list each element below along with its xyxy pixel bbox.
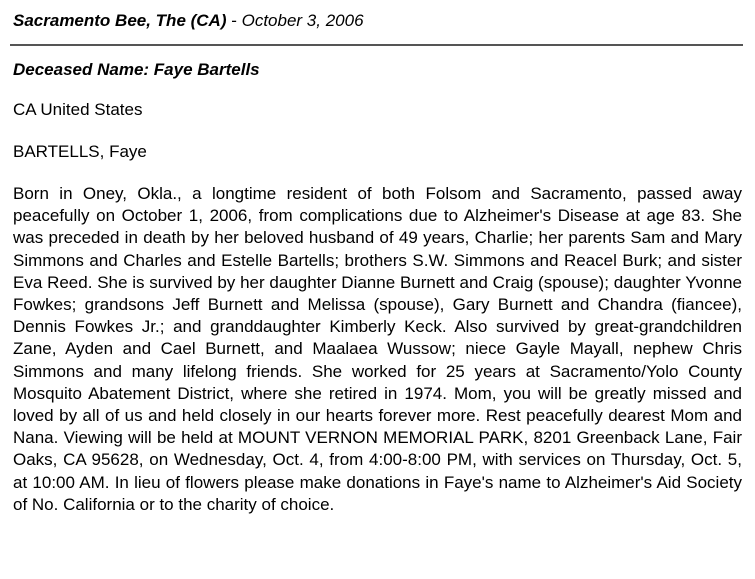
header-separator: - <box>226 11 242 30</box>
obituary-body: Born in Oney, Okla., a longtime resident of both Folsom and Sacramento, passed away peacefully on October 1, 2006, from complications due to Alzheimer's Disease at age 83. She was preceded in death by her beloved husband of 49 years, Charlie; her parents Sam and Mary Simmons and Charles and Estelle Bartells; brothers S.W. Simmons and Reacel Burk; and sister Eva Reed. She is survived by her daughter Dianne Burnett and Craig (spouse); daughter Yvonne Fowkes; grandsons Jeff Burnett and Melissa (spouse), Gary Burnett and Chandra (fiancee), Dennis Fowkes Jr.; and granddaughter Kimberly Keck. Also survived by great-grandchildren Zane, Ayden and Cael Burnett, and Maalaea Wussow; niece Gayle Mayall, nephew Chris Simmons and many lifelong friends. She worked for 25 years at Sacramento/Yolo County Mosquito Abatement District, where she retired in 1974. Mom, you will be greatly missed and loved by all of us and held closely in our hearts forever more. Rest peacefully dearest Mom and Nana. Viewing will be held at MOUNT VERNON MEMORIAL PARK, 8201 Greenback Lane, Fair Oaks, CA 95628, on Wednesday, Oct. 4, from 4:00-8:00 PM, with services on Thursday, Oct. 5, at 10:00 AM. In lieu of flowers please make donations in Faye's name to Alzheimer's Aid Society of No. California or to the charity of choice. <box>13 184 742 514</box>
header-divider <box>10 44 743 46</box>
publication-header <box>13 10 364 32</box>
deceased-name-heading: Deceased Name: Faye Bartells <box>13 60 260 79</box>
publication-date: October 3, 2006 <box>241 11 364 30</box>
obituary-name: BARTELLS, Faye <box>13 142 147 161</box>
location-line: CA United States <box>13 100 143 119</box>
publication-name: Sacramento Bee, The (CA) <box>13 11 227 30</box>
